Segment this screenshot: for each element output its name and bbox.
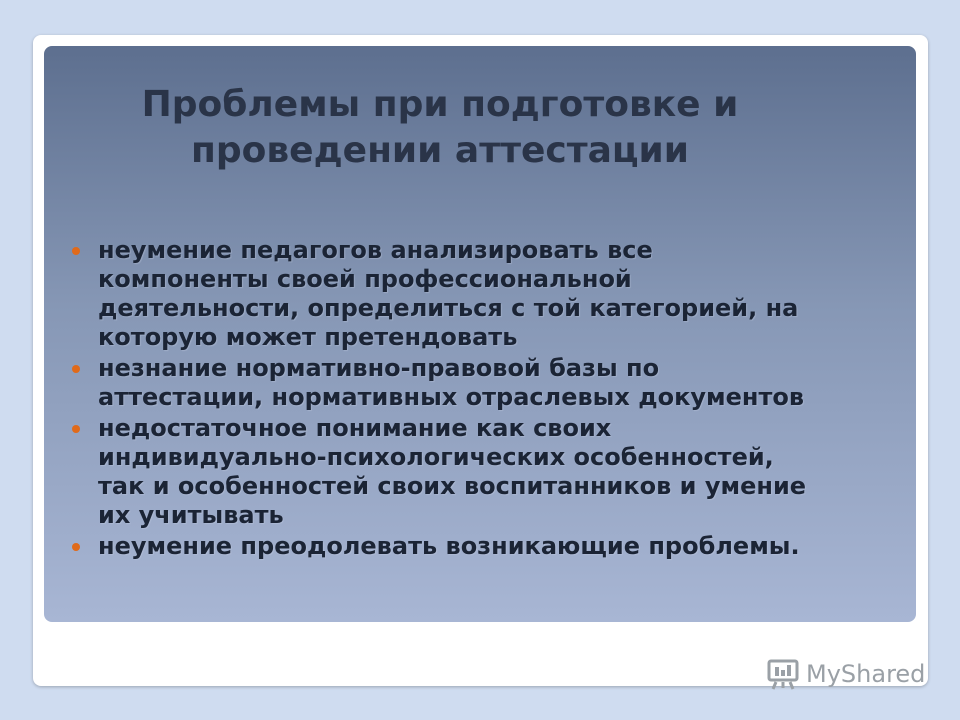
bullet-item (68, 236, 898, 352)
bullet-item (68, 414, 898, 530)
title-line-2: проведении аттестации (191, 130, 689, 171)
bullet-dot-icon (72, 365, 80, 373)
logo-text: MyShared (806, 660, 926, 688)
bullet-line: деятельности, определиться с той категорией, на (98, 294, 799, 322)
presentation-board-icon (766, 657, 800, 691)
slide-panel (44, 46, 916, 622)
bullet-item (68, 354, 898, 412)
bullet-list (68, 236, 898, 563)
bullet-item (68, 532, 898, 561)
bullet-line: аттестации, нормативных отраслевых документов (98, 383, 805, 411)
bullet-line: которую может претендовать (98, 323, 518, 351)
bullet-line: неумение педагогов анализировать все (98, 236, 653, 264)
bullet-line: неумение преодолевать возникающие проблемы. (98, 532, 800, 560)
bullet-dot-icon (72, 543, 80, 551)
bullet-line: недостаточное понимание как своих (98, 414, 612, 442)
title-line-1: Проблемы при подготовке и (141, 84, 739, 125)
bullet-line: незнание нормативно-правовой базы по (98, 354, 660, 382)
bullet-line: компоненты своей профессиональной (98, 265, 632, 293)
bullet-line: индивидуально-психологических особенностей, (98, 443, 774, 471)
bullet-dot-icon (72, 425, 80, 433)
bullet-line: их учитывать (98, 501, 284, 529)
bullet-line: так и особенностей своих воспитанников и умение (98, 472, 807, 500)
bullet-dot-icon (72, 247, 80, 255)
slide-title (44, 82, 916, 174)
myshared-logo[interactable] (766, 656, 925, 692)
